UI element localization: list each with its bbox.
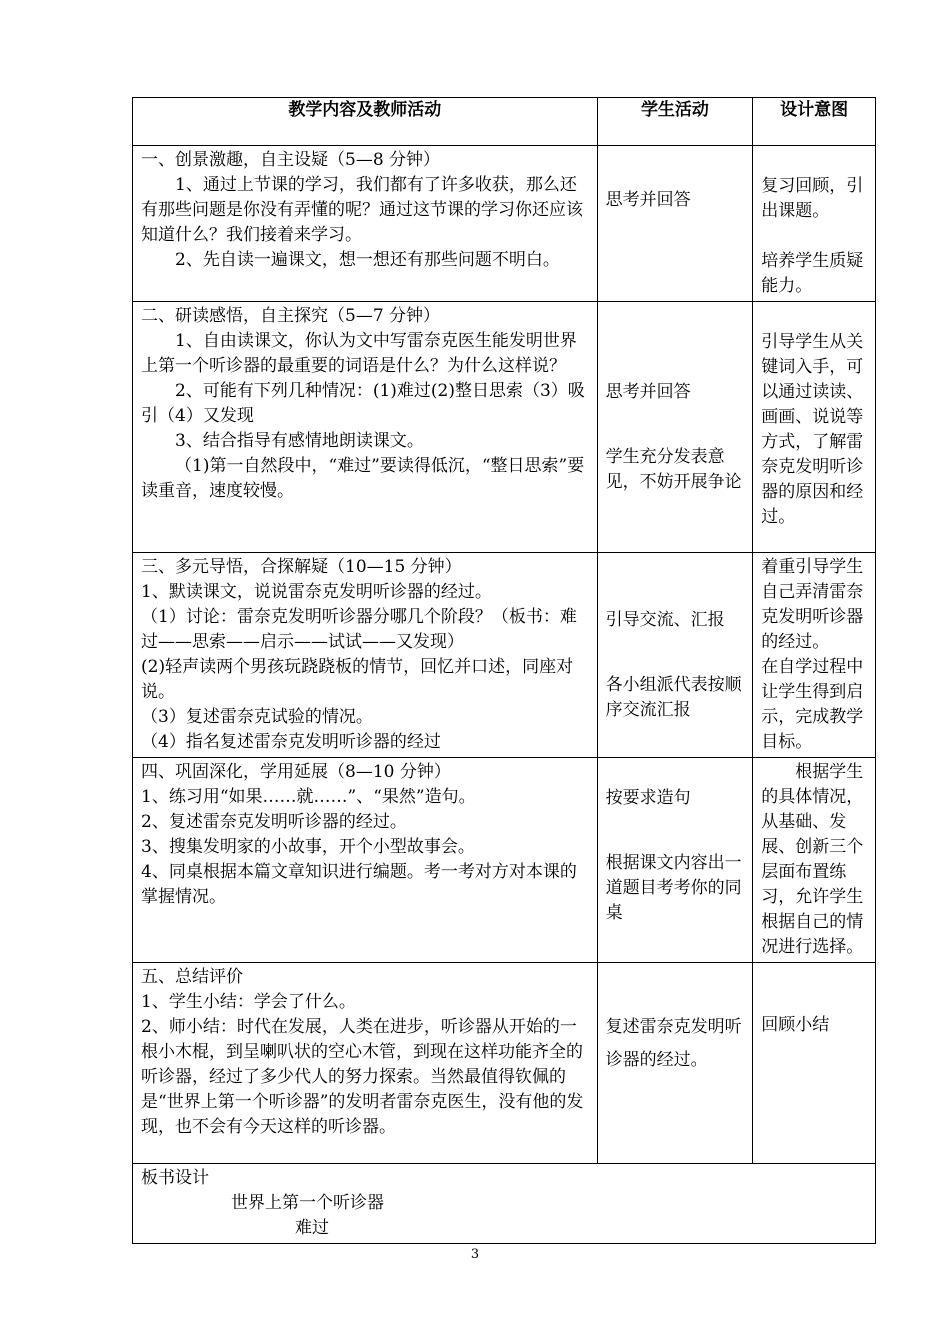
intent-cell — [753, 758, 876, 963]
content-line: （1)第一自然段中，“难过”要读得低沉，“整日思索”要读重音，速度较慢。 — [141, 456, 585, 501]
intent-text: 培养学生质疑能力。 — [761, 251, 864, 296]
student-text: 各小组派代表按顺序交流汇报 — [605, 675, 742, 720]
student-text: 思考并回答 — [605, 190, 691, 210]
teacher-cell — [133, 963, 598, 1164]
intent-text: 根据学生的具体情况，从基础、发展、创新三个层面布置练习，允许学生根据自己的情况进行选择。 — [761, 762, 864, 957]
intent-text: 回顾小结 — [761, 1015, 830, 1035]
intent-cell — [753, 302, 876, 553]
intent-cell — [753, 963, 876, 1164]
teacher-cell — [133, 553, 598, 758]
content-line: 1、自由读课文，你认为文中写雷奈克医生能发明世界上第一个听诊器的最重要的词语是什么？为什么这样说？ — [141, 331, 577, 376]
student-cell — [597, 553, 753, 758]
table-row — [133, 553, 876, 758]
student-text: 根据课文内容出一道题目考考你的同桌 — [605, 853, 742, 923]
content-line: 1、通过上节课的学习，我们都有了许多收获，那么还有那些问题是你没有弄懂的呢？通过这节课的学习你还应该知道什么？我们接着来学习。 — [141, 175, 583, 245]
student-text: 学生充分发表意见，不妨开展争论 — [605, 447, 742, 492]
intent-cell — [753, 146, 876, 302]
content-line: 3、搜集发明家的小故事，开个小型故事会。 — [141, 837, 475, 857]
table-row — [133, 963, 876, 1164]
section-heading: 三、多元导悟，合探解疑（10—15 分钟） — [141, 557, 462, 577]
table-row — [133, 146, 876, 302]
lesson-plan-table — [132, 97, 876, 1244]
student-text: 按要求造句 — [605, 788, 691, 808]
section-heading: 五、总结评价 — [141, 967, 243, 987]
student-cell — [597, 758, 753, 963]
board-design-title: 世界上第一个听诊器 — [231, 1193, 384, 1213]
content-line: 1、学生小结：学会了什么。 — [141, 992, 356, 1012]
content-line: 1、默读课文，说说雷奈克发明听诊器的经过。 — [141, 582, 492, 602]
content-line: （4）指名复述雷奈克发明听诊器的经过 — [141, 732, 441, 752]
table-row — [133, 302, 876, 553]
board-design-label: 板书设计 — [141, 1168, 209, 1188]
content-line: (2)轻声读两个男孩玩跷跷板的情节，回忆并口述，同座对说。 — [141, 657, 574, 702]
content-line: 2、复述雷奈克发明听诊器的经过。 — [141, 812, 407, 832]
intent-text: 在自学过程中让学生得到启示，完成教学目标。 — [761, 657, 864, 752]
intent-cell — [753, 553, 876, 758]
content-line: 4、同桌根据本篇文章知识进行编题。考一考对方对本课的掌握情况。 — [141, 862, 577, 907]
section-heading: 四、巩固深化，学用延展（8—10 分钟） — [141, 762, 451, 782]
student-cell — [597, 302, 753, 553]
teacher-cell — [133, 302, 598, 553]
header-teacher-activity: 教学内容及教师活动 — [133, 98, 598, 146]
table-header-row — [133, 98, 876, 146]
intent-text: 着重引导学生自己弄清雷奈克发明听诊器的经过。 — [761, 557, 864, 652]
section-heading: 一、创景激趣，自主设疑（5—8 分钟） — [141, 150, 441, 170]
content-line: 1、练习用“如果……就……”、“果然”造句。 — [141, 787, 476, 807]
intent-text: 引导学生从关键词入手，可以通过读读、画画、说说等方式，了解雷奈克发明听诊器的原因和经过。 — [761, 332, 864, 527]
content-line: 2、可能有下列几种情况：(1)难过(2)整日思索（3）吸引（4）又发现 — [141, 381, 585, 426]
student-text: 引导交流、汇报 — [605, 610, 725, 630]
header-design-intent: 设计意图 — [753, 98, 876, 146]
student-cell — [597, 963, 753, 1164]
student-text: 复述雷奈克发明听诊器的经过。 — [605, 1017, 742, 1070]
teacher-cell — [133, 146, 598, 302]
content-line: （3）复述雷奈克试验的情况。 — [141, 707, 373, 727]
teacher-cell — [133, 758, 598, 963]
board-design-sub: 难过 — [295, 1218, 329, 1238]
content-line: 2、先自读一遍课文，想一想还有那些问题不明白。 — [175, 250, 560, 270]
content-line: 3、结合指导有感情地朗读课文。 — [175, 431, 424, 451]
page-number: 3 — [470, 1247, 480, 1262]
student-text: 思考并回答 — [605, 382, 691, 402]
content-line: （1）讨论：雷奈克发明听诊器分哪几个阶段？（板书：难过——思索——启示——试试——又发现） — [141, 607, 577, 652]
intent-text: 复习回顾，引出课题。 — [761, 176, 864, 221]
board-design-row — [133, 1164, 876, 1244]
board-design-cell — [133, 1164, 876, 1244]
student-cell — [597, 146, 753, 302]
section-heading: 二、研读感悟，自主探究（5—7 分钟） — [141, 306, 441, 326]
header-student-activity: 学生活动 — [597, 98, 753, 146]
table-row — [133, 758, 876, 963]
content-line: 2、师小结：时代在发展，人类在进步，听诊器从开始的一根小木棍，到呈喇叭状的空心木管，到现在这样功能齐全的听诊器，经过了多少代人的努力探索。当然最值得钦佩的是“世界上第一个听诊器”的发明者雷奈克医生，没有他的发现，也不会有今天这样的听诊器。 — [141, 1017, 584, 1137]
